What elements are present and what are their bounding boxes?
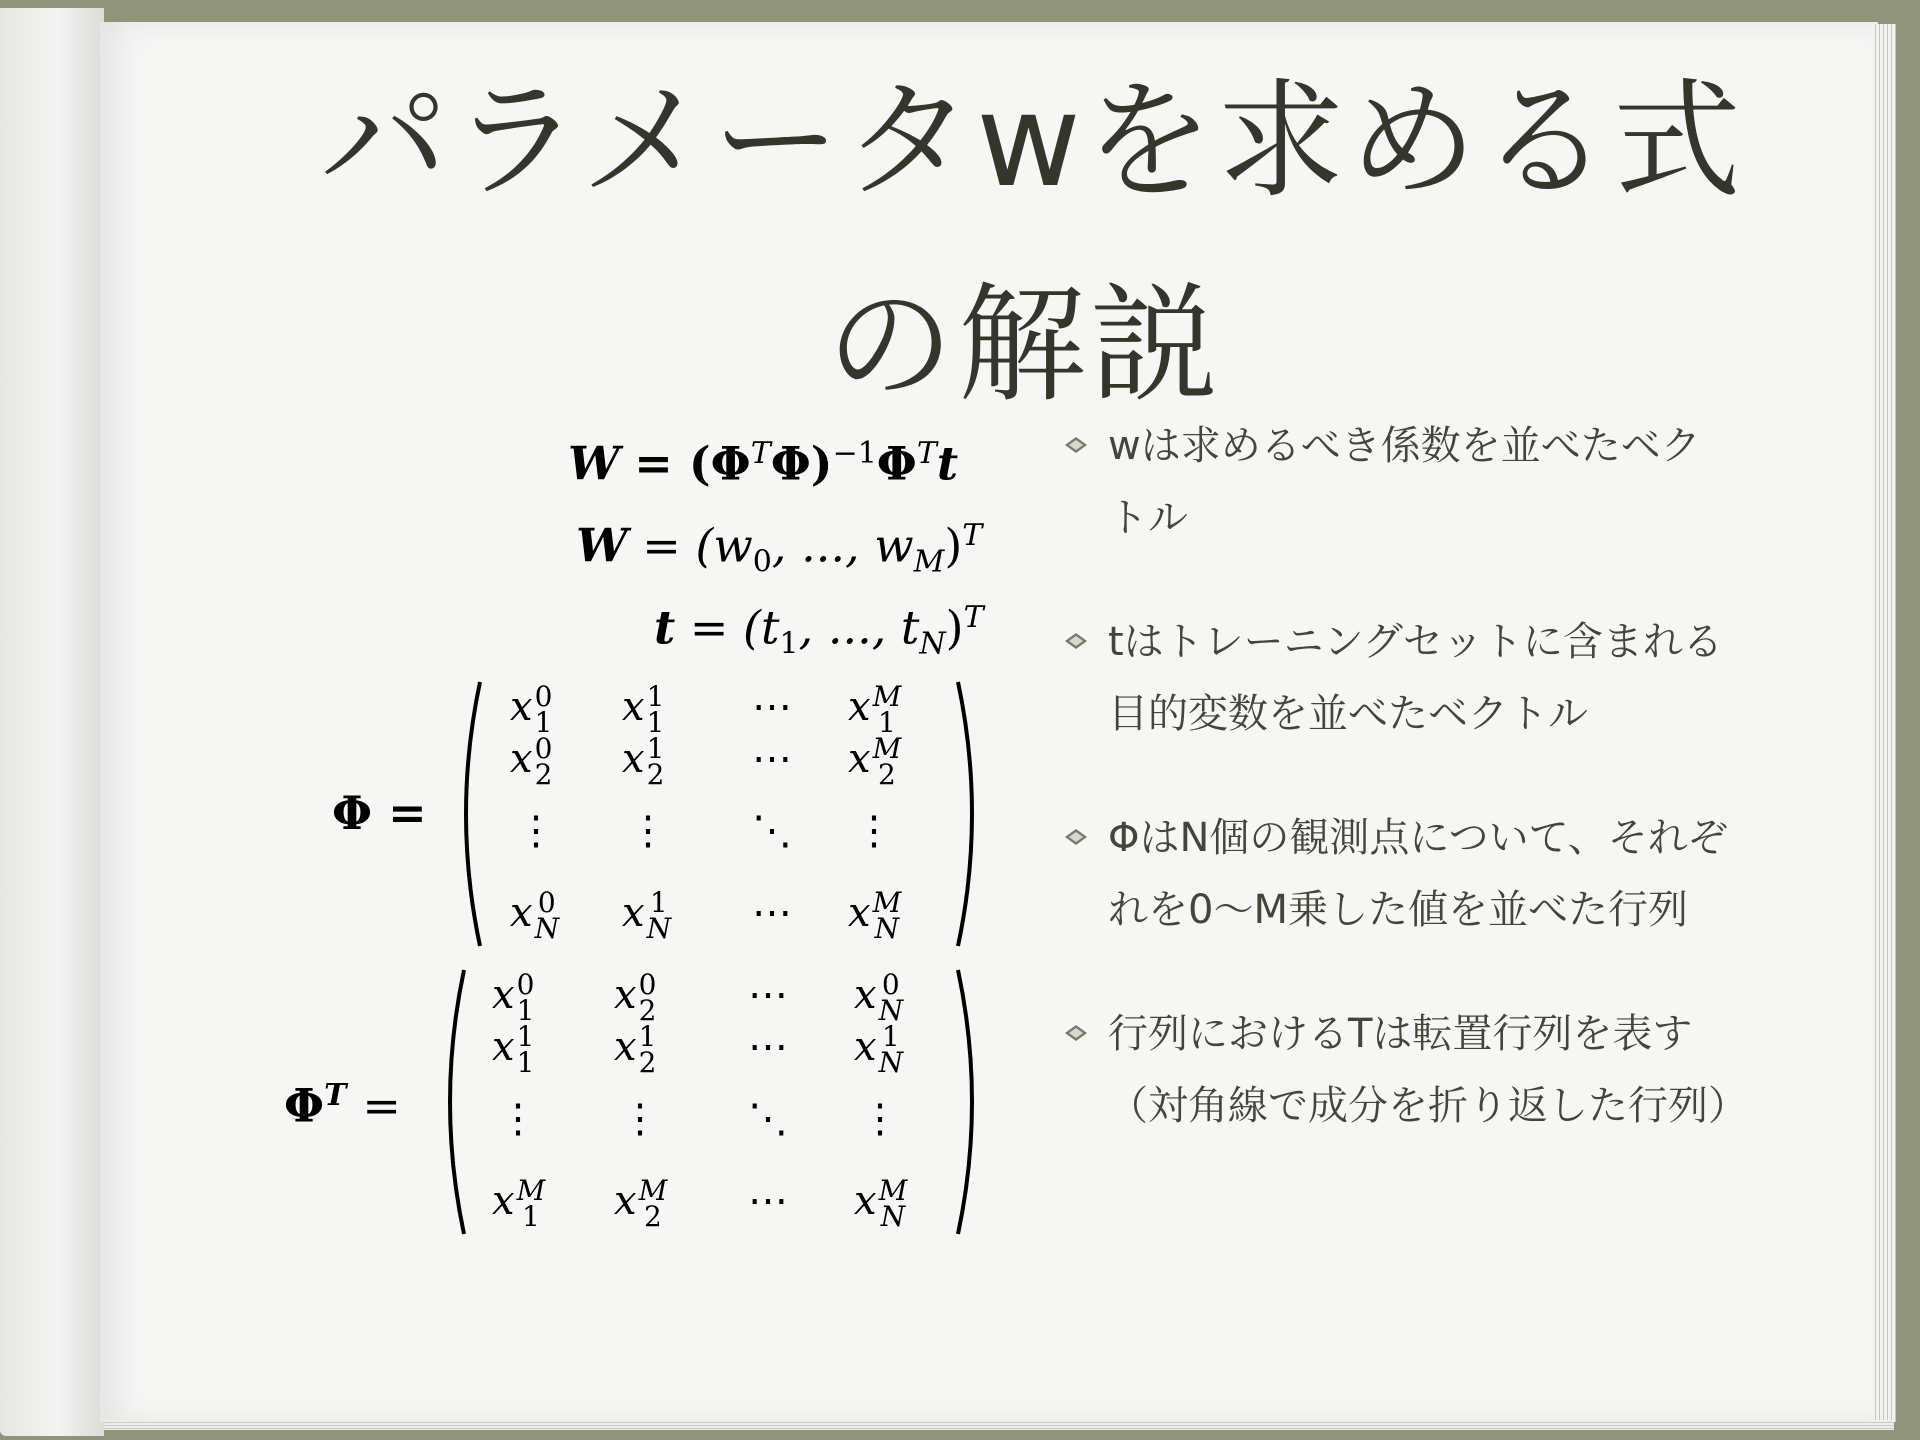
matrix-base: x: [622, 736, 645, 782]
matrix-base: x: [622, 684, 645, 730]
matrix-sub: 1: [877, 706, 896, 739]
matrix-sub: 1: [516, 1046, 535, 1079]
matrix-cell: ⋮: [854, 808, 894, 854]
phi-label: Φ =: [332, 786, 427, 840]
equation-w-solution: [568, 436, 958, 490]
matrix-base: x: [510, 684, 533, 730]
matrix-sub: N: [880, 1200, 906, 1233]
matrix-sub: 2: [643, 1200, 662, 1233]
matrix-cell: [614, 1174, 668, 1233]
matrix-sub: 1: [521, 1200, 540, 1233]
matrix-cell: ⋮: [498, 1096, 538, 1142]
eq-sup: T: [963, 600, 984, 635]
matrix-sup: 1: [881, 1020, 900, 1053]
right-paren: [958, 682, 972, 946]
matrix-cell: ⋮: [516, 808, 556, 854]
matrix-cell: [614, 1020, 657, 1079]
slide-title-line2: の解説: [826, 271, 1223, 420]
eq-sub: N: [919, 626, 946, 662]
eq-mid: Φ): [770, 436, 833, 491]
slide-title-line1: パラメータwを求める式: [320, 67, 1745, 216]
w-symbol: W: [568, 436, 620, 491]
w-symbol: W: [576, 518, 628, 573]
eq-close: ): [944, 518, 963, 573]
matrix-sup: 0: [638, 968, 657, 1001]
matrix-cell: [492, 1020, 535, 1079]
eq-rhs: = (Φ: [634, 436, 751, 491]
left-page: [0, 8, 104, 1436]
eq-sub: M: [913, 544, 945, 580]
eq-mid: , ..., w: [771, 518, 914, 573]
phi-transpose-matrix: [434, 966, 990, 1238]
matrix-base: x: [622, 890, 645, 936]
matrix-sub: 2: [877, 758, 896, 791]
bullet-list: [1060, 410, 1748, 1194]
matrix-sup: 0: [516, 968, 535, 1001]
eq-rhs: = (w: [642, 518, 753, 573]
matrix-sup: 0: [537, 886, 556, 919]
bullet-text: ΦはN個の観測点について、それぞれを0〜M乗した値を並べた行列: [1108, 815, 1728, 933]
eq-sup: T: [916, 436, 937, 471]
matrix-cell: [622, 732, 665, 791]
matrix-base: x: [848, 736, 871, 782]
matrix-cell: [492, 968, 535, 1027]
matrix-cell: ⋯: [752, 890, 792, 936]
matrix-sup: M: [872, 732, 902, 765]
left-paren: [466, 682, 480, 946]
eq-sup: −1: [832, 436, 877, 471]
matrix-cell: [622, 680, 665, 739]
matrix-sup: 1: [646, 732, 665, 765]
eq-mid: , ..., t: [798, 600, 920, 655]
matrix-sub: N: [874, 912, 900, 945]
matrix-sub: N: [646, 912, 672, 945]
matrix-cell: [492, 1174, 546, 1233]
eq-sup: T: [750, 436, 771, 471]
matrix-cell: ⋯: [752, 684, 792, 730]
bullet-item: [1060, 998, 1748, 1142]
matrix-base: x: [848, 890, 871, 936]
matrix-base: x: [510, 890, 533, 936]
matrix-cell: [510, 680, 553, 739]
matrix-cell: [848, 732, 902, 791]
matrix-sup: 1: [646, 680, 665, 713]
matrix-sup: M: [878, 1174, 908, 1207]
matrix-cell: ⋱: [752, 808, 792, 854]
bullet-diamond-icon: [1064, 632, 1088, 650]
matrix-sup: M: [872, 886, 902, 919]
equation-t-definition: [654, 600, 984, 662]
matrix-cell: ⋮: [628, 808, 668, 854]
matrix-sup: 1: [516, 1020, 535, 1053]
page-bottom-edges: [104, 1420, 1894, 1430]
phi-matrix: [450, 678, 990, 950]
matrix-cell: [622, 886, 672, 945]
bullet-text: tはトレーニングセットに含まれる目的変数を並べたベクトル: [1108, 619, 1723, 737]
right-paren: [958, 970, 972, 1234]
matrix-sub: 1: [516, 994, 535, 1027]
equation-w-definition: [576, 518, 982, 580]
matrix-sup: 0: [881, 968, 900, 1001]
phi-transpose-label: [284, 1078, 401, 1132]
matrix-base: x: [492, 1178, 515, 1224]
bullet-text: 行列におけるTは転置行列を表す（対角線で成分を折り返した行列）: [1108, 1011, 1748, 1129]
bullet-diamond-icon: [1064, 828, 1088, 846]
matrix-base: x: [854, 972, 877, 1018]
matrix-cell: [510, 732, 553, 791]
matrix-sub: 2: [534, 758, 553, 791]
matrix-cell: [848, 886, 902, 945]
bullet-item: [1060, 802, 1740, 946]
matrix-base: x: [614, 1178, 637, 1224]
bullet-diamond-icon: [1064, 436, 1088, 454]
matrix-sup: 1: [638, 1020, 657, 1053]
bullet-item: [1060, 410, 1740, 554]
page-edges: [1872, 24, 1896, 1422]
eq-sub: 1: [779, 626, 799, 662]
bullet-text: wは求めるべき係数を並べたベクトル: [1108, 423, 1701, 541]
matrix-base: x: [854, 1178, 877, 1224]
matrix-sub: 1: [534, 706, 553, 739]
matrix-base: x: [492, 1024, 515, 1070]
matrix-cell: ⋯: [748, 1178, 788, 1224]
matrix-sub: N: [534, 912, 560, 945]
matrix-sup: 1: [649, 886, 668, 919]
transpose-sup: T: [324, 1078, 347, 1113]
matrix-cell: [854, 1174, 908, 1233]
bullet-item: [1060, 606, 1740, 750]
matrix-cell: ⋮: [620, 1096, 660, 1142]
t-symbol: t: [654, 600, 676, 655]
matrix-sub: N: [878, 994, 904, 1027]
matrix-sub: 2: [638, 1046, 657, 1079]
matrix-sub: N: [878, 1046, 904, 1079]
matrix-cell: ⋮: [860, 1096, 900, 1142]
matrix-base: x: [614, 1024, 637, 1070]
matrix-sup: M: [638, 1174, 668, 1207]
matrix-cell: [614, 968, 657, 1027]
matrix-sup: M: [516, 1174, 546, 1207]
matrix-cell: [854, 1020, 904, 1079]
bullet-diamond-icon: [1064, 1024, 1088, 1042]
eq-rhs: = (t: [689, 600, 780, 655]
matrix-sup: M: [872, 680, 902, 713]
matrix-sup: 0: [534, 680, 553, 713]
matrix-sub: 1: [646, 706, 665, 739]
matrix-cell: ⋯: [748, 1024, 788, 1070]
matrix-base: x: [510, 736, 533, 782]
matrix-cell: [510, 886, 560, 945]
phi-symbol: Φ: [284, 1078, 325, 1133]
matrix-base: x: [492, 972, 515, 1018]
matrix-cell: ⋱: [748, 1096, 788, 1142]
matrix-cell: [848, 680, 902, 739]
matrix-cell: [854, 968, 904, 1027]
matrix-base: x: [614, 972, 637, 1018]
matrix-cell: ⋯: [752, 736, 792, 782]
eq-sup: T: [962, 518, 983, 553]
equals-sign: =: [362, 1078, 401, 1133]
eq-end: Φ: [876, 436, 917, 491]
matrix-base: x: [854, 1024, 877, 1070]
eq-close: ): [945, 600, 964, 655]
matrix-sub: 2: [646, 758, 665, 791]
eq-sub: 0: [752, 544, 772, 580]
matrix-sub: 2: [638, 994, 657, 1027]
matrix-base: x: [848, 684, 871, 730]
t-symbol: t: [936, 436, 959, 491]
left-paren: [450, 970, 464, 1234]
matrix-cell: ⋯: [748, 972, 788, 1018]
matrix-sup: 0: [534, 732, 553, 765]
